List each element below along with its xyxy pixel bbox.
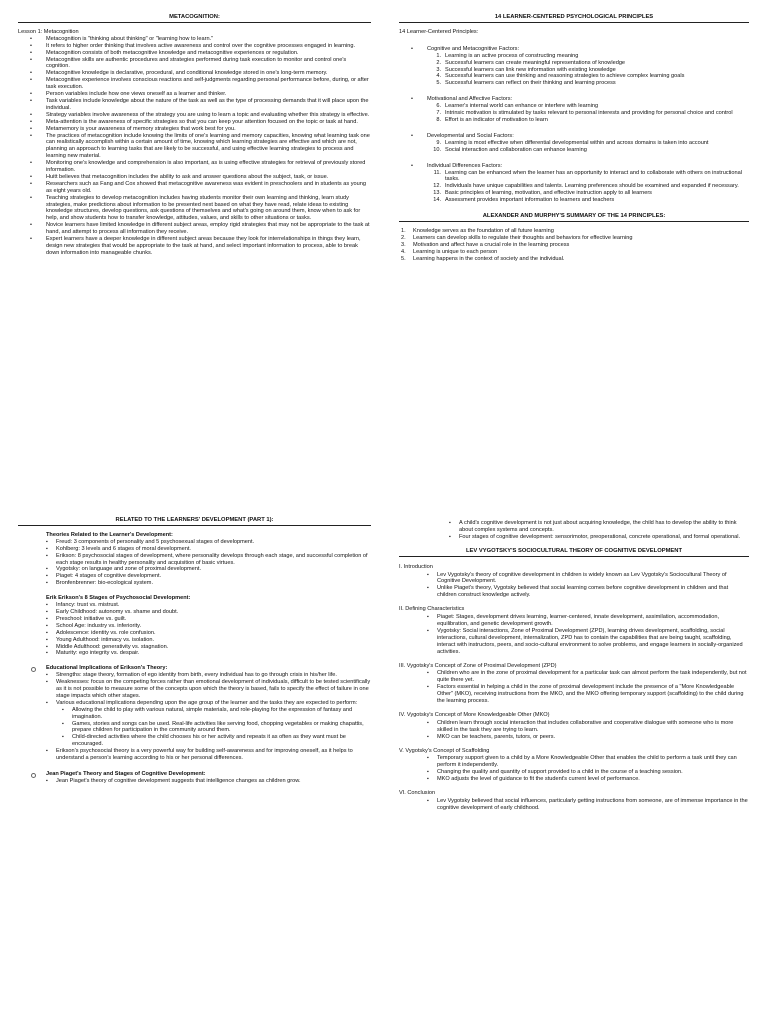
subsection-list bbox=[399, 614, 749, 655]
list-item: • Monitoring one's knowledge and comprehension is also important, as is using effective strategies for retrieval of previously stored information. bbox=[46, 160, 371, 174]
list-item: ▪ A child's cognitive development is not just about acquiring knowledge, the child has to develop the ability to think about complex systems and concepts. bbox=[459, 520, 749, 534]
principle-list bbox=[399, 140, 749, 154]
theories-list bbox=[18, 539, 371, 587]
subsection-title: V. Vygotsky's Concept of Scaffolding bbox=[399, 747, 490, 754]
item-text: Assessment provides important information to learners and teachers bbox=[445, 197, 615, 204]
list-item: ▪ Erikson's psychosocial theory is a very powerful way for building self-awareness and for improving oneself, as it helps to understand a person's learning according to his or her personal differences. bbox=[56, 748, 371, 762]
principle-item bbox=[436, 73, 749, 80]
development-heading: RELATED TO THE LEARNERS' DEVELOPMENT (PART 1): bbox=[18, 517, 371, 526]
list-item: • Expert learners have a deeper knowledge in different subject areas because they look for interrelationships in things they learn, design new strategies that would be appropriate to the task at hand, and select important information to process, able to break down information into manageable chunks. bbox=[46, 236, 371, 257]
list-item: • Metacognition is "thinking about thinking" or "learning how to learn." bbox=[46, 36, 371, 43]
vygotsky-subsection bbox=[399, 663, 749, 705]
vygotsky-subsection bbox=[399, 606, 749, 655]
piaget-list bbox=[18, 778, 371, 785]
metacognition-bullet-list bbox=[18, 36, 371, 257]
list-item: ▪ Four stages of cognitive development: sensorimotor, preoperational, concrete operational, and formal operational. bbox=[459, 534, 749, 541]
piaget-title: Jean Piaget's Theory and Stages of Cognitive Development: bbox=[18, 771, 371, 778]
subsection-title: VI. Conclusion bbox=[399, 790, 436, 797]
list-item: • Task variables include knowledge about the nature of the task as well as the type of processing demands that it will place upon the individual. bbox=[46, 98, 371, 112]
metacognition-section bbox=[18, 14, 371, 257]
summary-item bbox=[401, 248, 749, 256]
list-item: ▪ MKO adjusts the level of guidance to fit the student's current level of performance. bbox=[437, 776, 749, 783]
subsection-list bbox=[399, 670, 749, 705]
erikson-title: Erik Erikson's 8 Stages of Psychosocial Development: bbox=[46, 595, 191, 602]
item-number: 10. bbox=[433, 146, 441, 153]
item-number: 5. bbox=[436, 80, 441, 87]
list-item: ▪ Various educational implications depending upon the age group of the learner and the tasks they are expected to perform: bbox=[56, 700, 371, 707]
item-text: Motivation and affect have a crucial role in the learning process bbox=[413, 241, 570, 248]
list-item: ▪ Child-directed activities where the child chooses his or her activity and repeats it as often as they want must be encouraged. bbox=[72, 734, 371, 748]
subsection-list bbox=[399, 798, 749, 812]
piaget-continued-list bbox=[399, 520, 749, 541]
item-text: Successful learners can link new information with existing knowledge bbox=[445, 66, 616, 73]
list-item: ▪ Young Adulthood: intimacy vs. isolation. bbox=[56, 637, 371, 644]
list-item: ▪ Piaget: 4 stages of cognitive development. bbox=[56, 573, 371, 580]
vygotsky-subsection bbox=[399, 712, 749, 741]
list-item: ▪ Bronfenbrenner: bio-ecological system. bbox=[56, 580, 371, 587]
summary-item bbox=[401, 227, 749, 235]
list-item: • Metacognitive skills are authentic procedures and strategies performed during task execution to monitor and control one's cognition. bbox=[46, 57, 371, 71]
summary-heading: ALEXANDER AND MURPHY'S SUMMARY OF THE 14 PRINCIPLES: bbox=[399, 213, 749, 222]
item-text: Learning is most effective when differential developmental within and across domains is taken into account bbox=[445, 139, 709, 146]
item-text: Successful learners can reflect on their thinking and learning process bbox=[445, 80, 616, 87]
item-text: Successful learners can use thinking and reasoning strategies to achieve complex learning goals bbox=[445, 73, 685, 80]
principle-item bbox=[436, 80, 749, 87]
item-text: Effort is an indicator of motivation to learn bbox=[445, 116, 548, 123]
vygotsky-section bbox=[399, 517, 749, 812]
list-item: ▪ Lev Vygotsky's theory of cognitive development in children is widely known as Lev Vygotsky's Sociocultural Theory of Cognitive Development. bbox=[437, 572, 749, 586]
item-number: 7. bbox=[436, 110, 441, 117]
summary-list bbox=[399, 228, 749, 263]
lesson-title: Lesson 1: Metacognition bbox=[18, 28, 79, 35]
item-number: 3. bbox=[401, 241, 406, 248]
list-item: ▪ Early Childhood: autonomy vs. shame and doubt. bbox=[56, 609, 371, 616]
principle-item bbox=[436, 103, 749, 110]
subsection-title: II. Defining Characteristics bbox=[399, 606, 465, 613]
list-item: ▪ Strengths: stage theory, formation of ego identity from birth, every individual has to go through crisis in his/her life. bbox=[56, 672, 371, 679]
subsection-title: III. Vygotsky's Concept of Zone of Proximal Development (ZPD) bbox=[399, 662, 557, 669]
implications-nested-list bbox=[18, 707, 371, 748]
list-item: • Metacognitive experience involves conscious reactions and self-judgments regarding personal performance before, during, or after task execution. bbox=[46, 77, 371, 91]
item-text: Learning happens in the context of society and the individual. bbox=[413, 255, 565, 262]
item-number: 1. bbox=[436, 52, 441, 59]
list-item: • Metacognition consists of both metacognitive knowledge and metacognitive experiences or regulation. bbox=[46, 50, 371, 57]
principle-item bbox=[433, 169, 749, 184]
item-text: Learner's internal world can enhance or interfere with learning bbox=[445, 103, 599, 110]
theories-title: Theories Related to the Learner's Development: bbox=[46, 531, 173, 538]
implications-title: Educational Implications of Erikson's Theory: bbox=[18, 665, 371, 672]
list-item: ▪ Children learn through social interaction that includes collaborative and cooperative dialogue with someone who is more skilled in the task they are trying to learn. bbox=[437, 720, 749, 734]
list-item: • Researchers such as Fang and Cox showed that metacognitive awareness was evident in preschoolers and in students as young as eight years old. bbox=[46, 181, 371, 195]
list-item: ▪ MKO can be teachers, parents, tutors, or peers. bbox=[437, 734, 749, 741]
list-item: ▪ School Age: industry vs. inferiority. bbox=[56, 623, 371, 630]
principle-group-title: • Developmental and Social Factors: bbox=[399, 133, 749, 140]
list-item: ▪ Preschool: initiative vs. guilt. bbox=[56, 616, 371, 623]
list-item: ▪ Games, stories and songs can be used. Real-life activities like serving food, chopping vegetables or making chapattis, prepare children for participation in the community around them. bbox=[72, 721, 371, 735]
subsection-list bbox=[399, 720, 749, 741]
principle-item bbox=[433, 146, 749, 154]
item-text: Basic principles of learning, motivation, and effective instruction apply to all learners bbox=[445, 190, 652, 197]
principle-item bbox=[436, 59, 749, 67]
vygotsky-sections bbox=[399, 564, 749, 812]
list-item: ▪ Jean Piaget's theory of cognitive development suggests that intelligence changes as children grow. bbox=[56, 778, 371, 785]
subsection-list bbox=[399, 572, 749, 600]
principle-item bbox=[436, 139, 749, 147]
item-number: 3. bbox=[436, 66, 441, 73]
list-item: ▪ Maturity: ego integrity vs. despair. bbox=[56, 650, 371, 657]
list-item: ▪ Children who are in the zone of proximal development for a particular task can almost perform the task independently, but not quite there yet. bbox=[437, 670, 749, 684]
list-item: ▪ Piaget: Stages, development drives learning, learner-centered, innate development, assimilation, accommodation, equilibration, and genetic development growth. bbox=[437, 614, 749, 628]
list-item: ▪ Changing the quality and quantity of support provided to a child in the course of a teaching session. bbox=[437, 769, 749, 776]
list-item: ▪ Temporary support given to a child by a More Knowledgeable Other that enables the child to perform a task until they can perform it independently. bbox=[437, 755, 749, 769]
principle-item bbox=[433, 183, 749, 190]
principle-group-title: • Individual Differences Factors: bbox=[399, 163, 749, 170]
list-item: ▪ Adolescence: identity vs. role confusion. bbox=[56, 630, 371, 637]
item-text: Learners can develop skills to regulate their thoughts and behaviors for effective learning bbox=[413, 234, 633, 241]
list-item: ▪ Middle Adulthood: generativity vs. stagnation. bbox=[56, 644, 371, 651]
list-item: • Novice learners have limited knowledge in different subject areas, employ rigid strategies that may not be appropriate to the task at hand, and attempt to process all information they receive. bbox=[46, 222, 371, 236]
item-text: Learning can be enhanced when the learner has an opportunity to interact and to collaborate with others on instructional tasks. bbox=[445, 169, 742, 183]
principle-item bbox=[433, 190, 749, 197]
list-item: • The practices of metacognition include knowing the limits of one's learning and memory capacities, knowing what learning task one can realistically accomplish within a certain amount of time, knowing which learning strategies are effective and which are not, planning an approach to learning tasks that are likely to be successful, and using effective learning strategies to process and learning new material. bbox=[46, 133, 371, 161]
item-number: 2. bbox=[436, 59, 441, 66]
list-item: • Teaching strategies to develop metacognition includes having students monitor their own learning and thinking, learn study strategies, make predictions about information to be presented next based on what they have read, relate ideas to existing knowledge structures, develop questions, ask questions of themselves and what's going on around them, know when to ask for help, and show students how to transfer knowledge, attitudes, values, and skills to other situations or tasks. bbox=[46, 195, 371, 223]
principles-section bbox=[399, 14, 749, 262]
summary-item bbox=[401, 241, 749, 249]
list-item: • Strategy variables involve awareness of the strategy you are using to learn a topic and evaluating whether this strategy is effective. bbox=[46, 112, 371, 119]
summary-item bbox=[401, 234, 749, 242]
vygotsky-subsection bbox=[399, 564, 749, 600]
principles-intro: 14 Learner-Centered Principles: bbox=[399, 28, 479, 35]
vygotsky-heading: LEV VYGOTSKY'S SOCIOCULTURAL THEORY OF COGNITIVE DEVELOPMENT bbox=[399, 548, 749, 557]
principle-group bbox=[399, 163, 749, 204]
item-number: 5. bbox=[401, 255, 406, 262]
summary-item bbox=[401, 255, 749, 263]
subsection-title: IV. Vygotsky's Concept of More Knowledgeable Other (MKO) bbox=[399, 711, 550, 718]
list-item: ▪ Erikson: 8 psychosocial stages of development, where personality develops through each stage, and successful completion of each stage results in healthy personality and acquisition of basic virtues. bbox=[56, 553, 371, 567]
principle-group bbox=[399, 133, 749, 154]
principle-item bbox=[433, 197, 749, 204]
item-text: Learning is unique to each person bbox=[413, 248, 498, 255]
principle-group-title: • Cognitive and Metacognitive Factors: bbox=[399, 46, 749, 53]
principles-heading: 14 LEARNER-CENTERED PSYCHOLOGICAL PRINCIPLES bbox=[399, 14, 749, 23]
principle-item bbox=[436, 52, 749, 60]
development-section bbox=[18, 517, 371, 785]
item-text: Knowledge serves as the foundation of all future learning bbox=[413, 227, 554, 234]
metacognition-heading: METACOGNITION: bbox=[18, 14, 371, 23]
vygotsky-subsection bbox=[399, 748, 749, 784]
list-item: ▪ Freud: 3 components of personality and 5 psychosexual stages of development. bbox=[56, 539, 371, 546]
principle-list bbox=[399, 103, 749, 124]
item-number: 4. bbox=[436, 73, 441, 80]
principle-group-title: • Motivational and Affective Factors: bbox=[399, 96, 749, 103]
list-item: ▪ Infancy: trust vs. mistrust. bbox=[56, 602, 371, 609]
principle-item bbox=[436, 110, 749, 117]
item-text: Individuals have unique capabilities and talents. Learning preferences should be examined and expanded if necessary. bbox=[445, 183, 739, 190]
list-item: • Metacognitive knowledge is declarative, procedural, and conditional knowledge stored in one's long-term memory. bbox=[46, 70, 371, 77]
list-item: ▪ Factors essential in helping a child in the zone of proximal development include the presence of a "More Knowledgeable Other" (MKO), receiving instructions from the MKO, and the MKO offering temporary support (scaffolding) to the child during the learning process. bbox=[437, 684, 749, 705]
item-number: 8. bbox=[436, 116, 441, 123]
item-number: 14. bbox=[433, 197, 441, 204]
item-number: 2. bbox=[401, 234, 406, 241]
principle-item bbox=[436, 116, 749, 124]
item-text: Intrinsic motivation is stimulated by tasks relevant to personal interests and providing for personal choice and control bbox=[445, 110, 733, 117]
list-item: ▪ Unlike Piaget's theory, Vygotsky believed that social learning comes before cognitive development in children and that children construct knowledge actively. bbox=[437, 585, 749, 599]
list-item: • Person variables include how one views oneself as a learner and thinker. bbox=[46, 91, 371, 98]
implications-list bbox=[18, 672, 371, 707]
item-number: 6. bbox=[436, 103, 441, 110]
item-number: 13. bbox=[433, 190, 441, 197]
principle-groups bbox=[399, 46, 749, 204]
subsection-list bbox=[399, 755, 749, 783]
principle-list bbox=[399, 170, 749, 205]
subsection-title: I. Introduction bbox=[399, 563, 433, 570]
item-text: Successful learners can create meaningful representations of knowledge bbox=[445, 59, 626, 66]
list-item: ▪ Weaknesses: focus on the competing forces rather than emotional development of individuals, difficult to be tested scientifically as it is not possible to measure some of the concepts upon which the theory is based, fails to specify the effect of failure in one stage impacts which other stages. bbox=[56, 679, 371, 700]
list-item: • Meta-attention is the awareness of specific strategies so that you can keep your attention focused on the topic or task at hand. bbox=[46, 119, 371, 126]
list-item: ▪ Lev Vygotsky believed that social influences, particularly getting instructions from someone, are of immense importance in the cognitive development of early childhood. bbox=[437, 798, 749, 812]
item-number: 9. bbox=[436, 139, 441, 146]
implications-list-continued bbox=[18, 748, 371, 762]
list-item: • Metamemory is your awareness of memory strategies that work best for you. bbox=[46, 126, 371, 133]
vygotsky-subsection bbox=[399, 790, 749, 812]
list-item: ▪ Kohlberg: 3 levels and 6 stages of moral development. bbox=[56, 546, 371, 553]
list-item: ▪ Vygotsky: Social interactions, Zone of Proximal Development (ZPD), learning drives development, scaffolding, social interactions, cultural development, internalization, ZPD has to contain the capabilities that are being taught, scaffolding, interact with instructors, peers, and socio-cultural environment to solve problems, and engage learners in socially-organized activities. bbox=[437, 628, 749, 656]
item-number: 12. bbox=[433, 183, 441, 190]
principle-item bbox=[436, 66, 749, 74]
list-item: • Huitt believes that metacognition includes the ability to ask and answer questions about the subject, task, or issue. bbox=[46, 174, 371, 181]
item-number: 11. bbox=[433, 169, 441, 176]
list-item: • It refers to higher order thinking that involves active awareness and control over the cognitive processes engaged in learning. bbox=[46, 43, 371, 50]
principle-list bbox=[399, 53, 749, 88]
principle-group bbox=[399, 96, 749, 124]
item-text: Social interaction and collaboration can enhance learning bbox=[445, 146, 587, 153]
list-item: ▪ Allowing the child to play with various natural, simple materials, and role-playing for the expression of fantasy and imagination. bbox=[72, 707, 371, 721]
item-number: 1. bbox=[401, 227, 406, 234]
item-text: Learning is an active process of constructing meaning bbox=[445, 52, 579, 59]
item-number: 4. bbox=[401, 248, 406, 255]
principle-group bbox=[399, 46, 749, 87]
list-item: ▪ Vygotsky: on language and zone of proximal development. bbox=[56, 566, 371, 573]
erikson-stages-list bbox=[18, 602, 371, 657]
